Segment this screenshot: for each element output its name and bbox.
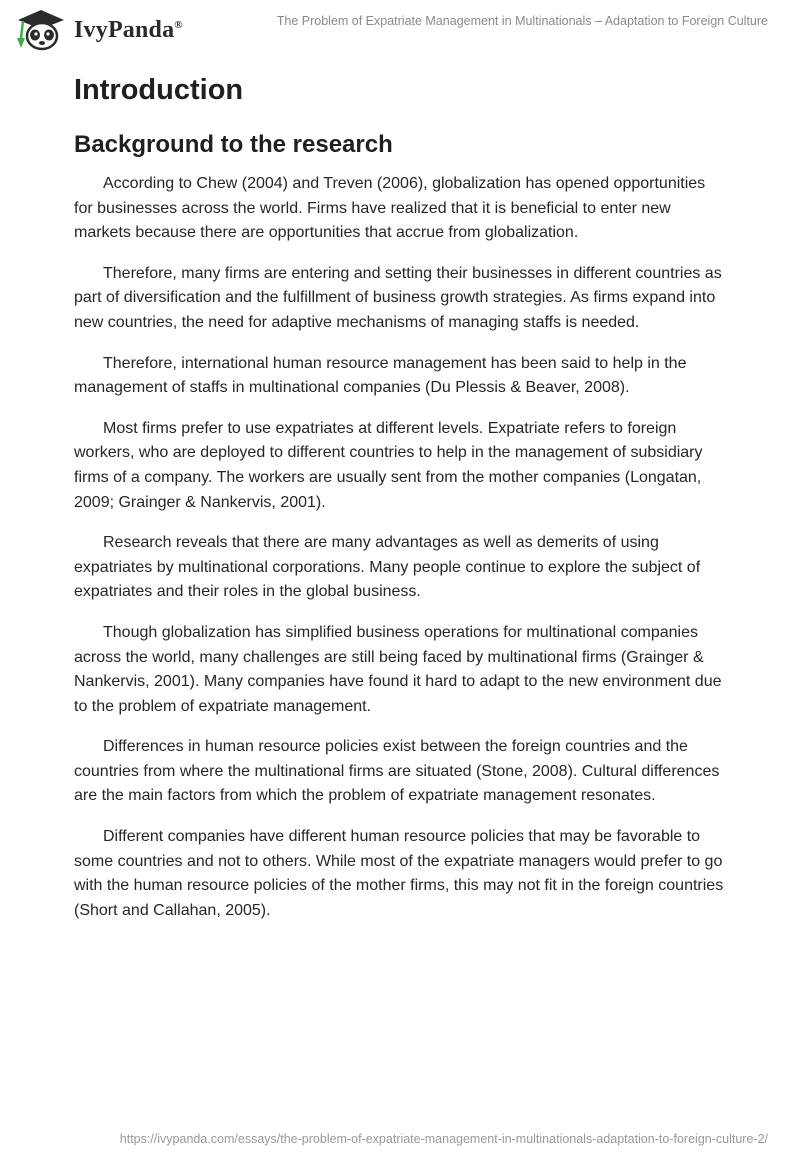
subsection-heading: Background to the research [74, 131, 393, 158]
section-heading: Introduction [74, 74, 244, 106]
source-url[interactable]: https://ivypanda.com/essays/the-problem-of-expatriate-management-in-multinationals-adaptation-to-foreign-culture-2/ [119, 1132, 768, 1146]
paragraph: Different companies have different human resource policies that may be favorable to some countries and not to others. While most of the expatriate managers would prefer to go with the human resource policies of the mother firms, this may not fit in the foreign countries (Short and Callahan, 2005). [74, 828, 724, 919]
paragraph: Differences in human resource policies exist between the foreign countries and the countries from where the multinational firms are situated (Stone, 2008). Cultural differences are the main factors from which the problem of expatriate management resonates. [74, 738, 720, 805]
document-title: The Problem of Expatriate Management in Multinationals – Adaptation to Foreign Culture [276, 14, 768, 28]
article-body [74, 72, 726, 939]
registered-mark: ® [174, 18, 183, 31]
paragraph: Therefore, many firms are entering and setting their businesses in different countries as part of diversification and the fulfillment of business growth strategies. As firms expand into new countries, the need for adaptive mechanisms of managing staffs is needed. [74, 264, 722, 331]
paragraph: Research reveals that there are many advantages as well as demerits of using expatriates by multinational corporations. Many people continue to explore the subject of expatriates and their roles in the global business. [74, 534, 701, 601]
panda-graduate-icon [14, 8, 68, 52]
paragraph: According to Chew (2004) and Treven (2006), globalization has opened opportunities for businesses across the world. Firms have realized that it is beneficial to enter new markets because there are opportunities that accrue from globalization. [74, 175, 706, 242]
logo-wordmark: IvyPanda® [74, 16, 183, 43]
paragraph: Most firms prefer to use expatriates at different levels. Expatriate refers to foreign workers, who are deployed to different countries to help in the management of subsidiary firms of a company. The workers are usually sent from the mother companies (Longatan, 2009; Grainger & Nankervis, 2001). [74, 419, 703, 511]
paragraph: Though globalization has simplified business operations for multinational companies across the world, many challenges are still being faced by multinational firms (Grainger & Nankervis, 2001). Many companies have found it hard to adapt to the new environment due to the problem of expatriate management. [74, 623, 722, 715]
ivypanda-logo[interactable] [14, 8, 183, 52]
paragraph: Therefore, international human resource management has been said to help in the management of staffs in multinational companies (Du Plessis & Beaver, 2008). [74, 354, 687, 397]
